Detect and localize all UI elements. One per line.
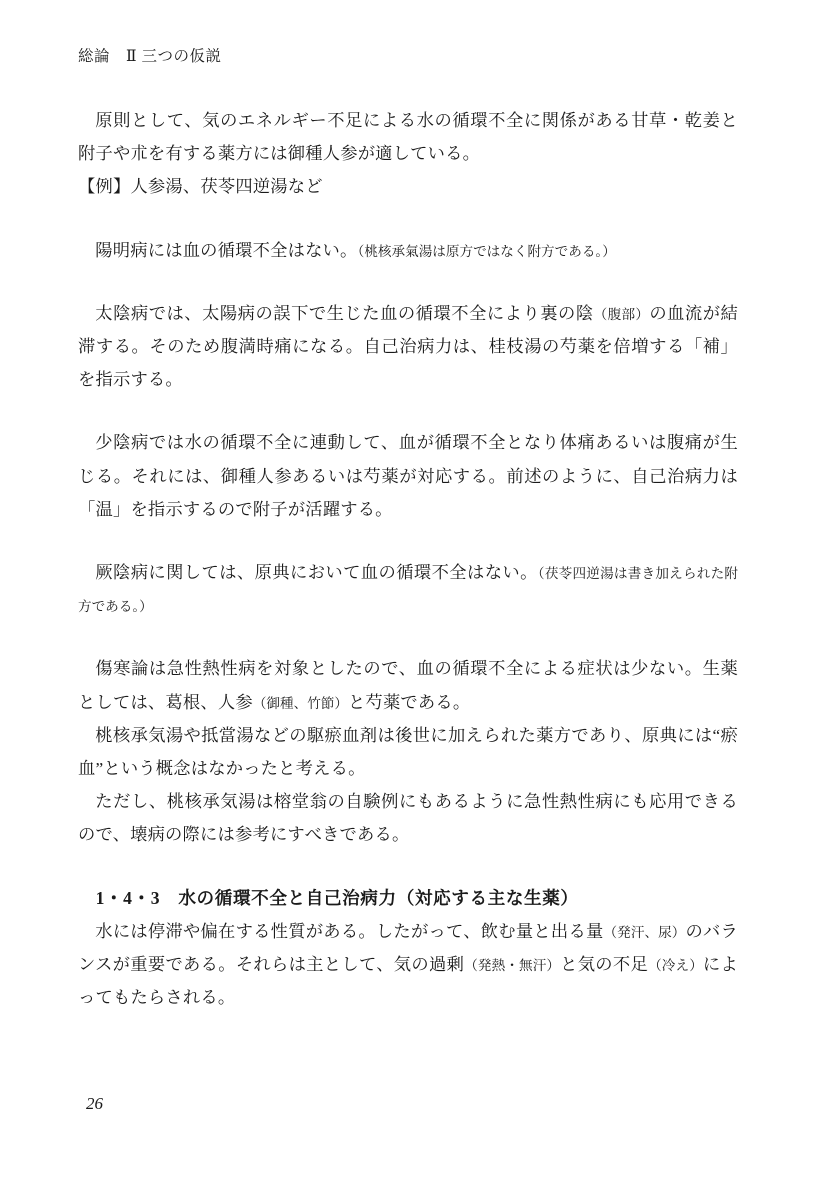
text-run: によってもたらされる。 [78,955,738,1008]
text-run: 陽明病には血の循環不全はない。 [95,240,358,260]
body-paragraph [78,785,738,851]
body-paragraph [78,719,738,785]
inline-note: （茯苓四逆湯は書き加えられた附方である。） [78,566,738,615]
body-paragraph [78,652,738,718]
paragraph-host [78,104,738,852]
body-paragraph [78,297,738,397]
inline-note: （冷え） [648,958,703,974]
running-head-section: 総論 [78,48,111,65]
running-head-title: 三つの仮説 [141,48,222,65]
text-run: 水には停滞や偏在する性質がある。したがって、飲む量と出る量 [95,922,604,942]
page-number: 26 [86,1094,103,1113]
section-heading: 1・4・3 水の循環不全と自己治病力（対応する主な生薬） [95,887,579,908]
after-heading-host [78,915,738,1015]
paragraph-spacer [78,622,738,652]
text-run: 桃核承気湯や抵當湯などの駆瘀血剤は後世に加えられた薬方であり、原典には“瘀血”という概念はなかったと考える。 [78,725,738,779]
text-run: 原則として、気のエネルギー不足による水の循環不全に関係がある甘草・乾姜と附子や朮を有する薬方には御種人参が適している。 [78,111,738,164]
inline-note: （桃核承氣湯は原方ではなく附方である。） [357,243,616,259]
inline-note: （発汗、尿） [603,925,686,941]
paragraph-spacer [78,396,738,426]
body-paragraph [78,915,738,1015]
text-run: の血流が結滞する。そのため腹満時痛になる。自己治病力は、桂枝湯の芍薬を倍増する「補」を指示する。 [78,303,739,390]
text-run: のバランスが重要である。それらは主として、気の過剰 [78,922,738,975]
body-paragraph [78,556,738,622]
body-paragraph [78,234,738,267]
text-run: 【例】人参湯、茯苓四逆湯など [78,177,323,197]
inline-note: （腹部） [593,306,650,322]
text-run: 少陰病では水の循環不全に連動して、血が循環不全となり体痛あるいは腹痛が生じる。それには、御種人参あるいは芍薬が対応する。前述のように、自己治病力は「温」を指示するので附子が活躍する。 [78,433,738,519]
inline-note: （御種、竹節） [252,695,348,711]
paragraph-spacer [78,526,738,556]
body-paragraph [78,170,738,203]
text-run: 太陰病では、太陽病の誤下で生じた血の循環不全により裏の陰 [95,303,594,323]
running-head [78,44,221,66]
running-head-part: Ⅱ [126,48,138,65]
body-paragraph [78,104,738,170]
text-run: と芍薬である。 [347,692,471,712]
spacer-before-heading [78,852,738,882]
text-run: 厥陰病に関しては、原典において血の循環不全はない。 [95,563,538,583]
body-text-column [78,104,738,1015]
text-run: と気の不足 [560,955,649,975]
paragraph-spacer [78,267,738,297]
body-paragraph [78,426,738,526]
text-run: ただし、桃核承気湯は榕堂翁の自験例にもあるように急性熱性病にも応用できるので、壊病の際には参考にすべきである。 [78,792,738,845]
inline-note: （発熱・無汗） [464,958,561,974]
text-run: 傷寒論は急性熱性病を対象としたので、血の循環不全による症状は少ない。生薬としては、葛根、人参 [78,659,738,712]
paragraph-spacer [78,204,738,234]
